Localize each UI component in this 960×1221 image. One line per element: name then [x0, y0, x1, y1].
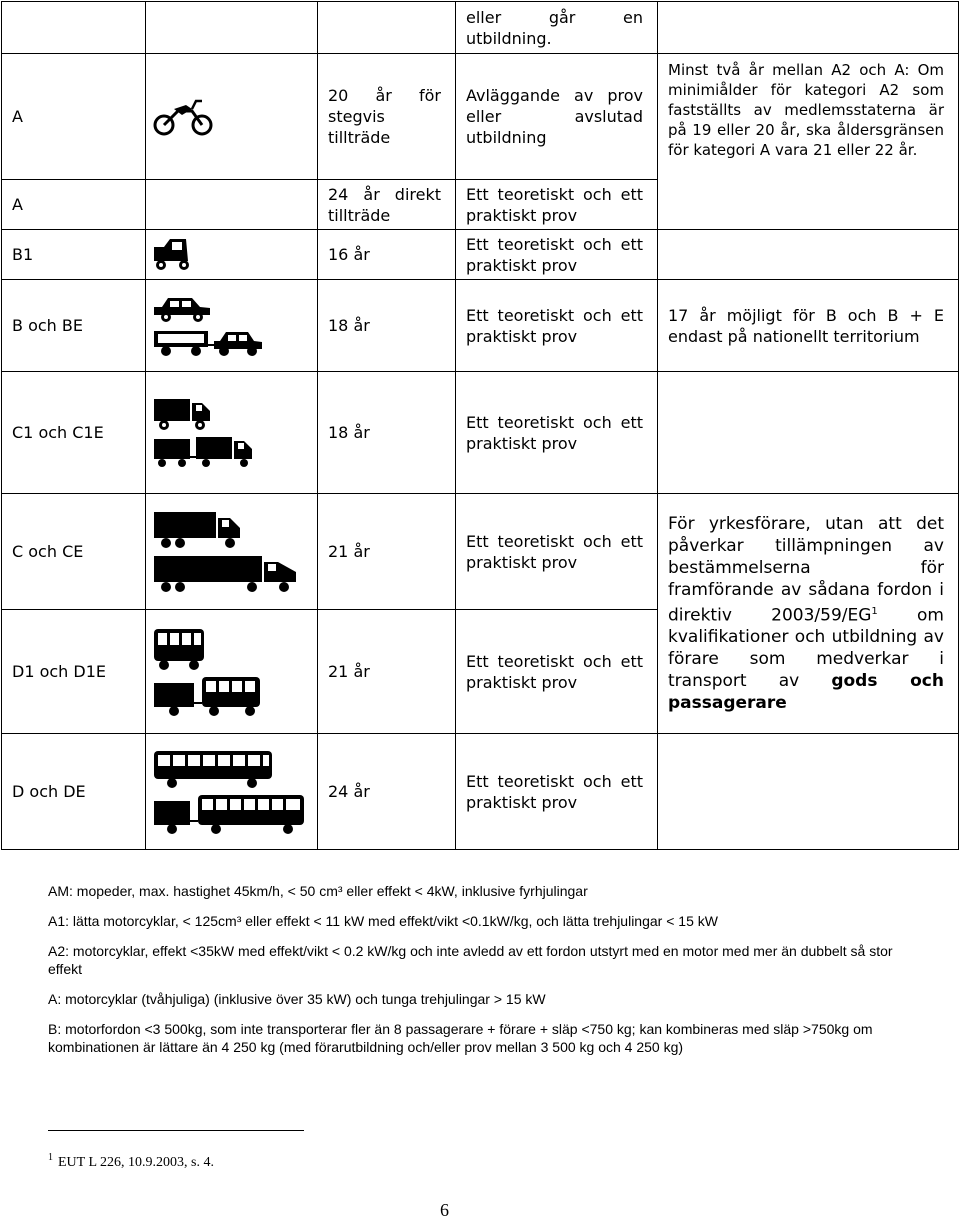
table-row: [2, 230, 959, 280]
definition-a1: A1: lätta motorcyklar, < 125cm³ eller effekt < 11 kW med effekt/vikt <0.1kW/kg, och lätta trehjulingar < 15 kW: [48, 913, 718, 929]
category-cell: C1 och C1E: [2, 372, 146, 494]
minibus-with-trailer-icon: [152, 675, 264, 717]
category-cell: B och BE: [2, 280, 146, 372]
semi-trailer-truck-icon: [152, 554, 298, 594]
age-cell: 24 år direkt tillträde: [318, 180, 456, 230]
footnote-text: EUT L 226, 10.9.2003, s. 4.: [58, 1155, 214, 1170]
professional-driver-note: [658, 494, 959, 734]
requirement-cell: Ett teoretiskt och ett praktiskt prov: [456, 494, 658, 610]
requirement-cell: Ett teoretiskt och ett praktiskt prov: [456, 610, 658, 734]
bus-with-trailer-icon: [152, 793, 308, 835]
requirement-cell: Ett teoretiskt och ett praktiskt prov: [456, 734, 658, 850]
age-cell: 18 år: [318, 280, 456, 372]
note-text: För yrkesförare, utan att det påverkar tillämpningen av bestämmelserna för framförande av sådana fordon i direktiv 2003/59/EG: [668, 513, 944, 626]
table-row: [2, 372, 959, 494]
category-cell: D och DE: [2, 734, 146, 850]
note-cell: [658, 2, 959, 54]
icon-cell: [146, 494, 318, 610]
table-row: [2, 54, 959, 180]
note-cell: 17 år möjligt för B och B + E endast på nationellt territorium: [658, 280, 959, 372]
motorcycle-icon: [152, 97, 216, 137]
page-number: 6: [440, 1200, 449, 1220]
definition-am: AM: mopeder, max. hastighet 45km/h, < 50 cm³ eller effekt < 4kW, inklusive fyrhjulingar: [48, 883, 588, 899]
age-cell: 18 år: [318, 372, 456, 494]
note-cell: [658, 230, 959, 280]
quadricycle-icon: [152, 237, 196, 273]
icon-cell: [146, 372, 318, 494]
category-cell: D1 och D1E: [2, 610, 146, 734]
category-cell: [2, 2, 146, 54]
age-cell: 16 år: [318, 230, 456, 280]
requirement-cell: Ett teoretiskt och ett praktiskt prov: [456, 230, 658, 280]
definition-a2: A2: motorcyklar, effekt <35kW med effekt/vikt < 0.2 kW/kg och inte avledd av ett fordon utstyrt med en motor med mer än dubbelt så stor effekt: [48, 943, 893, 977]
requirement-cell: eller går en utbildning.: [456, 2, 658, 54]
age-cell: 21 år: [318, 494, 456, 610]
note-cell: [658, 734, 959, 850]
car-with-trailer-icon: [152, 327, 264, 357]
age-cell: 24 år: [318, 734, 456, 850]
truck-icon: [152, 510, 242, 550]
note-cell: [658, 372, 959, 494]
bus-icon: [152, 749, 276, 789]
age-cell: [318, 2, 456, 54]
definition-b: B: motorfordon <3 500kg, som inte transporterar fler än 8 passagerare + förare + släp <750 kg; kan kombineras med släp >750kg om kombinationen är lättare än 4 250 kg (med förarutbildning och/eller prov mellan 3 500 kg och 4 250 kg): [48, 1021, 873, 1055]
light-truck-with-trailer-icon: [152, 435, 256, 469]
requirement-cell: Ett teoretiskt och ett praktiskt prov: [456, 372, 658, 494]
category-cell: C och CE: [2, 494, 146, 610]
table-row: [2, 734, 959, 850]
note-cell: Minst två år mellan A2 och A: Om minimiålder för kategori A2 som fastställts av medlemsstaterna är på 19 eller 20 år, ska åldersgränsen för kategori A vara 21 eller 22 år.: [658, 54, 959, 230]
table-row: [2, 494, 959, 610]
car-icon: [152, 295, 212, 323]
light-truck-icon: [152, 397, 212, 431]
table-row: [2, 2, 959, 54]
icon-cell: [146, 180, 318, 230]
icon-cell: [146, 230, 318, 280]
age-cell: 20 år för stegvis tillträde: [318, 54, 456, 180]
age-cell: 21 år: [318, 610, 456, 734]
requirement-cell: Ett teoretiskt och ett praktiskt prov: [456, 280, 658, 372]
icon-cell: [146, 734, 318, 850]
requirement-cell: Avläggande av prov eller avslutad utbildning: [456, 54, 658, 180]
requirement-cell: Ett teoretiskt och ett praktiskt prov: [456, 180, 658, 230]
footnote-reference: 1: [871, 605, 878, 617]
icon-cell: [146, 610, 318, 734]
category-definitions: [48, 882, 908, 1068]
category-cell: B1: [2, 230, 146, 280]
note-bold-text: gods och passagerare: [668, 671, 944, 714]
table-row: [2, 280, 959, 372]
category-cell: A: [2, 54, 146, 180]
icon-cell: [146, 280, 318, 372]
definition-a: A: motorcyklar (tvåhjuliga) (inklusive över 35 kW) och tunga trehjulingar > 15 kW: [48, 991, 546, 1007]
footnote-separator: [48, 1130, 304, 1131]
icon-cell: [146, 2, 318, 54]
footnote: [48, 1152, 214, 1171]
footnote-mark: 1: [48, 1152, 53, 1163]
license-table: [1, 1, 959, 850]
note-text-continued: om kvalifikationer och utbildning av förare som medverkar i transport av: [668, 605, 944, 692]
category-cell: A: [2, 180, 146, 230]
minibus-icon: [152, 627, 208, 671]
icon-cell: [146, 54, 318, 180]
